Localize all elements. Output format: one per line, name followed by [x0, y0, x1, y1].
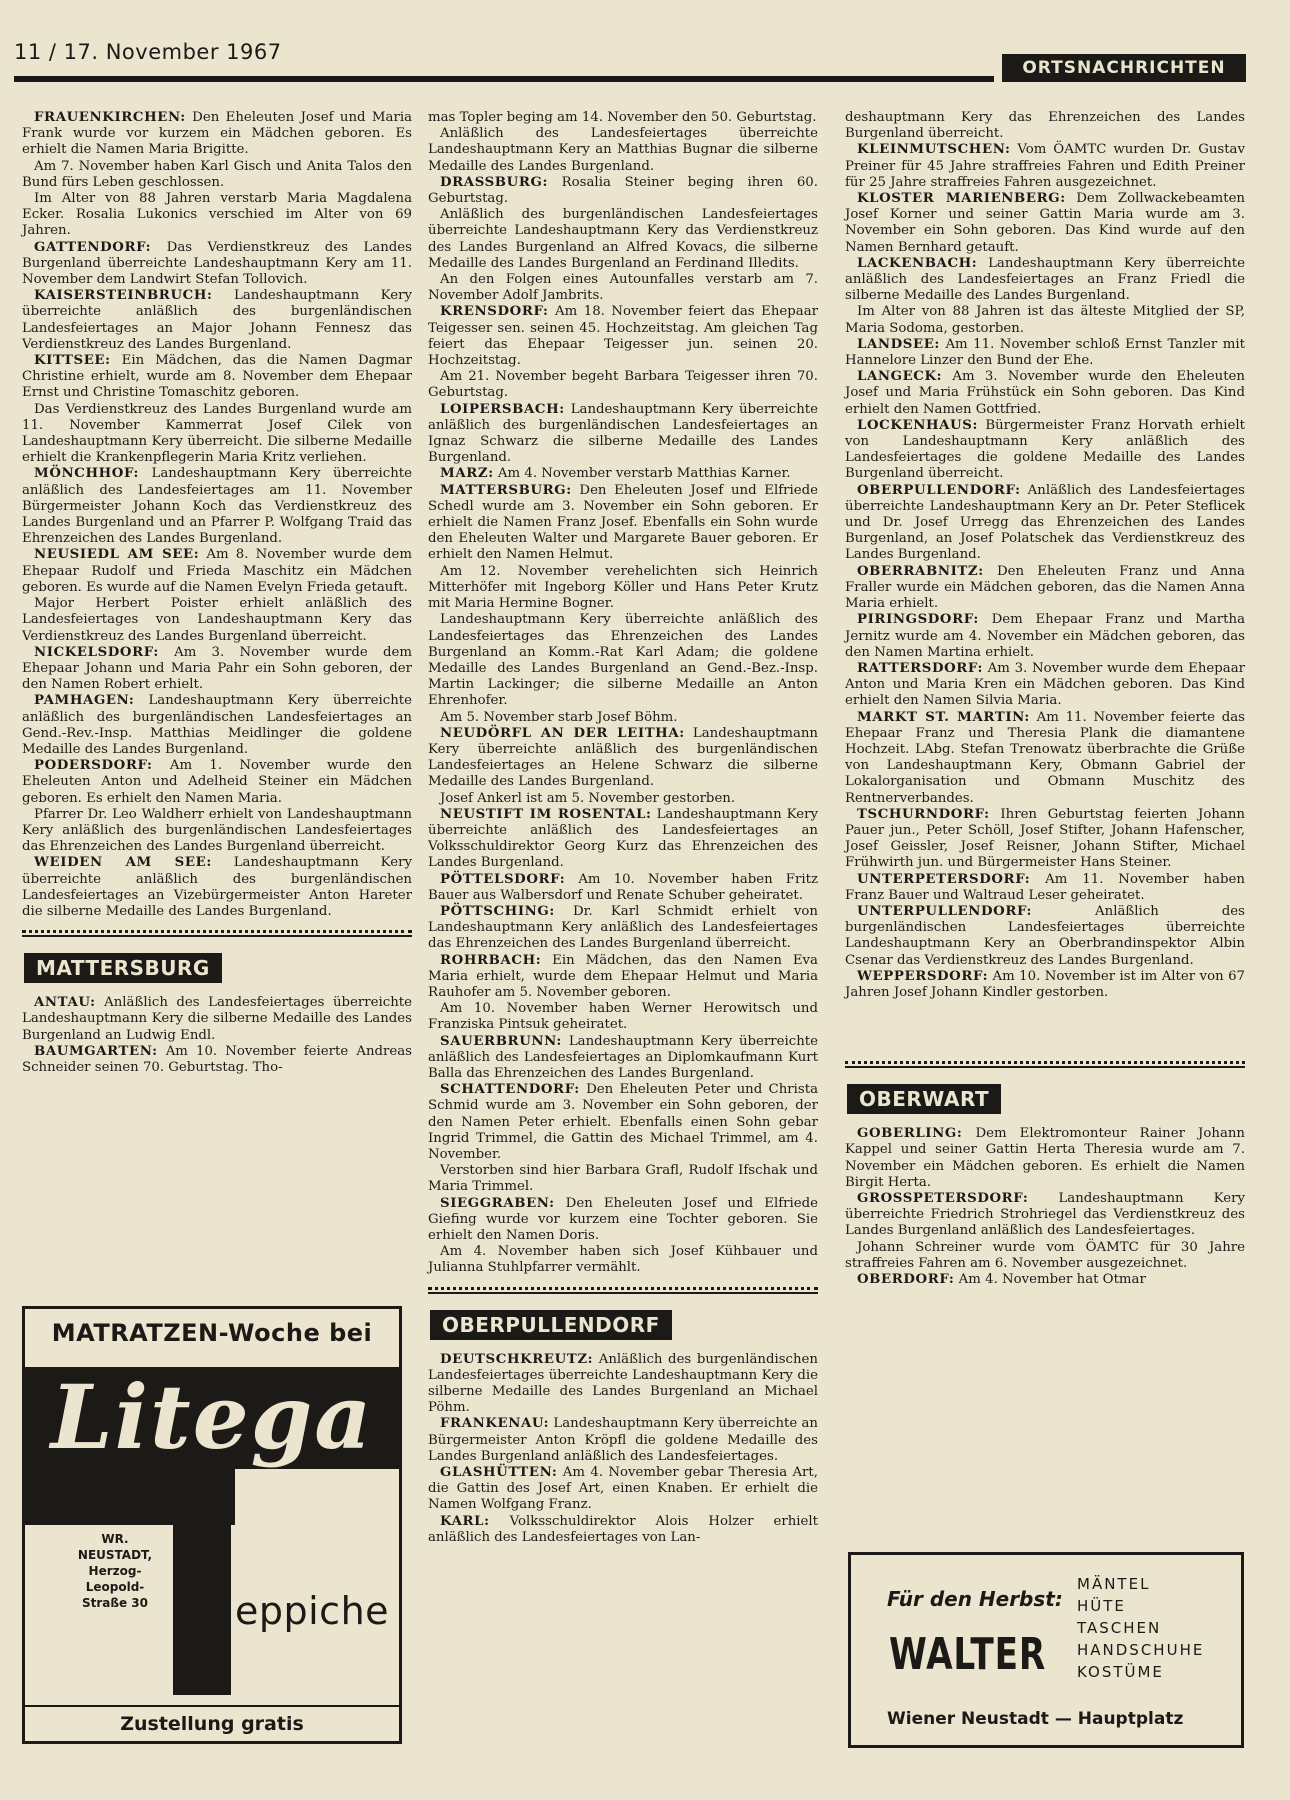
news-entry	[845, 142, 1245, 191]
advert-item: MÄNTEL	[1077, 1575, 1151, 1593]
entry-text: Am 21. November begeht Barbara Teigesser ihren 70. Geburtstag.	[428, 369, 818, 401]
place-name: UNTERPETERSDORF:	[857, 871, 1031, 887]
news-entry	[428, 304, 818, 369]
news-entry	[22, 693, 412, 758]
entry-text: Am 4. November haben sich Josef Kühbauer und Julianna Stuhlpfarrer vermählt.	[428, 1244, 818, 1276]
entry-text: Den Eheleuten Josef und Maria Frank wurde vor kurzem ein Mädchen geboren. Es erhielt die Namen Maria Brigitte.	[22, 110, 412, 158]
advert-item: KOSTÜME	[1077, 1663, 1164, 1681]
place-name: FRANKENAU:	[440, 1416, 550, 1432]
place-name: KITTSEE:	[34, 353, 111, 369]
place-name: NEUSIEDL AM SEE:	[34, 547, 200, 563]
news-entry	[845, 807, 1245, 872]
entry-text: Landeshauptmann Kery überreichte anläßlich des Landesfeiertages das Ehrenzeichen des Landes Burgenland an Komm.-Rat Karl Adam; die goldene Medaille des Landes Burgenland an Gend.-Bez.-Insp. Martin Lackinger; die silberne Medaille an Anton Ehrenhofer.	[428, 612, 818, 709]
news-entry	[428, 1514, 818, 1546]
entry-text: Dr. Karl Schmidt erhielt von Landeshauptmann Kery anläßlich des Landesfeiertages das Ehrenzeichen des Landes Burgenland überreicht.	[428, 903, 818, 952]
news-entry	[428, 564, 818, 613]
entry-text: Am 3. November wurde den Eheleuten Josef und Maria Frühstück ein Sohn geboren. Das Kind erhielt den Namen Gottfried.	[845, 369, 1245, 417]
advert-headline: MATRATZEN-Woche bei	[51, 1319, 373, 1347]
entry-text: Ein Mädchen, das die Namen Dagmar Christine erhielt, wurde am 8. November dem Ehepaar Ernst und Christine Tomaschitz geboren.	[22, 353, 412, 401]
place-name: ANTAU:	[34, 995, 96, 1011]
entry-text: Dem Zollwackebeamten Josef Korner und seiner Gattin Maria wurde am 3. November ein Sohn geboren. Das Kind wurde auf den Namen Bernhard getauft.	[845, 191, 1245, 255]
news-entry	[845, 1191, 1245, 1240]
news-entry	[428, 1352, 818, 1417]
place-name: WEPPERSDORF:	[857, 968, 989, 984]
advert-address: WR. NEUSTADT, Herzog-Leopold-Straße 30	[77, 1532, 153, 1610]
place-name: MARZ:	[440, 466, 494, 482]
divider	[428, 1287, 818, 1294]
entry-text: Anläßlich des burgenländischen Landesfeiertages überreichte Landeshauptmann Kery die silberne Medaille des Landes Burgenland an Michael Pöhm.	[428, 1351, 818, 1416]
place-name: OBERPULLENDORF:	[857, 482, 1021, 498]
region-heading-mattersburg: MATTERSBURG	[24, 953, 222, 983]
entry-text: Landeshauptmann Kery überreichte anläßlich des Landesfeiertages an Volksschuldirektor Georg Kurz das Ehrenzeichen des Landes Burgenland.	[428, 806, 818, 871]
entry-text: Landeshauptmann Kery überreichte anläßlich des burgenländischen Landesfeiertages an Major Johann Fennesz das Verdienstkreuz des Landes Burgenland.	[22, 288, 412, 352]
entry-text: Am 5. November starb Josef Böhm.	[440, 709, 678, 725]
news-entry	[22, 402, 412, 467]
entry-text: Den Eheleuten Josef und Elfriede Giefing wurde vor kurzem eine Tochter geboren. Sie erhielt den Namen Doris.	[428, 1195, 818, 1244]
news-entry	[428, 126, 818, 175]
news-entry	[22, 288, 412, 353]
entry-text: Anläßlich des burgenländischen Landesfeiertages überreichte Landeshauptmann Kery an Oberbrandinspektor Albin Csenar das Verdienstkreuz des Landes Burgenland.	[845, 903, 1245, 968]
news-entry	[428, 483, 818, 564]
news-entry	[22, 596, 412, 645]
place-name: KRENSDORF:	[440, 304, 549, 320]
place-name: GATTENDORF:	[34, 239, 152, 255]
news-entry	[845, 256, 1245, 305]
news-entry	[845, 661, 1245, 710]
news-entry	[845, 191, 1245, 256]
entry-text: Ein Mädchen, das den Namen Eva Maria erhielt, wurde dem Ehepaar Helmut und Maria Rauhofer am 5. November geboren.	[428, 952, 818, 1000]
entry-text: Landeshauptmann Kery überreichte anläßlich des burgenländischen Landesfeiertages an Gend.-Rev.-Insp. Matthias Meidlinger die goldene Medaille des Landes Burgenland.	[22, 693, 412, 757]
news-entry	[845, 612, 1245, 661]
entry-text: Landeshauptmann Kery überreichte Friedrich Strohriegel das Verdienstkreuz des Landes Burgenland anläßlich des Landesfeiertages.	[845, 1190, 1245, 1239]
place-name: LANDSEE:	[857, 336, 940, 352]
entry-text: Am 10. November haben Fritz Bauer aus Walbersdorf und Renate Schuber geheiratet.	[428, 871, 818, 903]
news-entry	[845, 369, 1245, 418]
place-name: TSCHURNDORF:	[857, 806, 990, 822]
news-entry	[428, 953, 818, 1002]
entry-text: Dem Elektromonteur Rainer Johann Kappel und seiner Gattin Herta Theresia wurde am 7. November ein Mädchen geboren. Es erhielt die Namen Birgit Herta.	[845, 1126, 1245, 1190]
news-entry	[428, 1001, 818, 1033]
entry-text: Anläßlich des Landesfeiertages überreichte Landeshauptmann Kery an Dr. Peter Steflicek und Dr. Josef Urregg das Ehrenzeichen des Landes Burgenland, an Josef Polatschek das Verdienstkreuz des Landes Burgenland.	[845, 482, 1245, 563]
news-entry	[428, 791, 818, 807]
news-entry	[845, 564, 1245, 613]
news-entry	[428, 369, 818, 401]
advert-product: eppiche	[235, 1589, 390, 1633]
entry-text: Dem Ehepaar Franz und Martha Jernitz wurde am 4. November ein Mädchen geboren, das den Namen Martina erhielt.	[845, 612, 1245, 660]
news-entry	[428, 710, 818, 726]
place-name: LACKENBACH:	[857, 255, 978, 271]
news-entry	[22, 645, 412, 694]
entry-text: Pfarrer Dr. Leo Waldherr erhielt von Landeshauptmann Kery anläßlich des burgenländischen Landesfeiertages das Ehrenzeichen des Landes Burgenland überreicht.	[22, 806, 412, 855]
place-name: LANGECK:	[857, 369, 943, 385]
place-name: MATTERSBURG:	[440, 482, 572, 498]
news-entry	[845, 969, 1245, 1001]
entry-text: Am 10. November feierte Andreas Schneider seinen 70. Geburtstag. Tho-	[22, 1043, 412, 1075]
news-entry	[428, 1244, 818, 1276]
news-entry	[428, 175, 818, 207]
advert-footer: Wiener Neustadt — Hauptplatz	[887, 1709, 1184, 1729]
news-list-3	[845, 110, 1245, 1001]
entry-text: Das Verdienstkreuz des Landes Burgenland wurde am 11. November Kammerrat Josef Cilek von Landeshauptmann Kery überreicht. Die silberne Medaille erhielt die Krankenpflegerin Maria Kritz verliehen.	[22, 401, 412, 466]
entry-text: Landeshauptmann Kery überreichte anläßlich des burgenländischen Landesfeiertages an Helene Schwarz die silberne Medaille des Landes Burgenland.	[428, 725, 818, 790]
advert-t-bar	[25, 1469, 235, 1525]
entry-text: Am 3. November wurde dem Ehepaar Johann und Maria Pahr ein Sohn geboren, der den Namen Robert erhielt.	[22, 644, 412, 693]
entry-text: Das Verdienstkreuz des Landes Burgenland überreichte Landeshauptmann Kery am 11. November dem Landwirt Stefan Tollovich.	[22, 239, 412, 288]
advert-item: HANDSCHUHE	[1077, 1641, 1205, 1659]
news-entry	[428, 272, 818, 304]
place-name: UNTERPULLENDORF:	[857, 903, 1033, 919]
region-heading-oberwart: OBERWART	[847, 1084, 1001, 1114]
news-entry	[22, 110, 412, 159]
news-entry	[428, 612, 818, 709]
news-entry	[428, 1196, 818, 1245]
place-name: GROSSPETERSDORF:	[857, 1190, 1029, 1206]
entry-text: Am 8. November wurde dem Ehepaar Rudolf und Frieda Maschitz ein Mädchen geboren. Es wurde auf die Namen Evelyn Frieda getauft.	[22, 547, 412, 595]
news-entry	[428, 726, 818, 791]
entry-text: mas Topler beging am 14. November den 50. Geburtstag.	[428, 110, 817, 125]
column-3	[845, 110, 1245, 1288]
entry-text: Volksschuldirektor Alois Holzer erhielt anläßlich des Landesfeiertages von Lan-	[428, 1513, 818, 1545]
news-list-1	[22, 110, 412, 920]
place-name: DEUTSCHKREUTZ:	[440, 1351, 594, 1367]
place-name: SAUERBRUNN:	[440, 1033, 562, 1049]
place-name: GOBERLING:	[857, 1126, 963, 1142]
advert-footer: Zustellung gratis	[25, 1705, 399, 1735]
entry-text: Am 3. November wurde dem Ehepaar Anton und Maria Kren ein Mädchen geboren. Das Kind erhielt den Namen Silvia Maria.	[845, 660, 1245, 709]
news-entry	[845, 110, 1245, 142]
place-name: DRASSBURG:	[440, 174, 548, 190]
place-name: KLEINMUTSCHEN:	[857, 142, 1011, 158]
news-entry	[428, 1163, 818, 1195]
news-entry	[428, 466, 818, 482]
entry-text: Am 4. November verstarb Matthias Karner.	[493, 466, 791, 482]
news-entry	[845, 483, 1245, 564]
entry-text: Ihren Geburtstag feierten Johann Pauer jun., Peter Schöll, Josef Stifter, Johann Hafenscher, Josef Geissler, Josef Reisner, Johann Stifter, Michael Frühwirth jun. und Bürgermeister Hans Steiner.	[845, 806, 1245, 871]
place-name: MÖNCHHOF:	[34, 466, 140, 482]
news-entry	[22, 159, 412, 191]
place-name: KAISERSTEINBRUCH:	[34, 288, 213, 304]
entry-text: Den Eheleuten Josef und Elfriede Schedl wurde am 3. November ein Sohn geboren. Er erhielt die Namen Franz Josef. Ebenfalls ein Sohn wurde den Eheleuten Walter und Margarete Bauer geboren. Er erhielt den Namen Helmut.	[428, 482, 818, 563]
entry-text: Landeshauptmann Kery überreichte anläßlich des burgenländischen Landesfeiertages an Vizebürgermeister Anton Hareter die silberne Medaille des Landes Burgenland.	[22, 855, 412, 919]
news-entry	[428, 402, 818, 467]
column-1	[22, 110, 412, 1076]
place-name: NICKELSDORF:	[34, 644, 159, 660]
news-entry	[428, 1082, 818, 1163]
advert-lead: Für den Herbst:	[887, 1587, 1063, 1611]
column-2	[428, 110, 818, 1546]
entry-text: Anläßlich des Landesfeiertages überreichte Landeshauptmann Kery die silberne Medaille des Landes Burgenland an Ludwig Endl.	[22, 995, 412, 1043]
news-entry	[428, 110, 818, 126]
entry-text: Landeshauptmann Kery überreichte anläßlich des Landesfeiertages an Franz Friedl die silberne Medaille des Landes Burgenland.	[845, 255, 1245, 304]
entry-text: Verstorben sind hier Barbara Grafl, Rudolf Ifschak und Maria Trimmel.	[428, 1163, 818, 1195]
entry-text: Johann Schreiner wurde vom ÖAMTC für 30 Jahre straffreies Fahren am 6. November ausgezeichnet.	[845, 1239, 1245, 1271]
entry-text: Am 10. November haben Werner Herowitsch und Franziska Pintsuk geheiratet.	[428, 1001, 818, 1033]
place-name: OBERDORF:	[857, 1272, 955, 1287]
entry-text: Am 4. November hat Otmar	[954, 1272, 1146, 1287]
news-entry	[428, 1416, 818, 1465]
news-entry	[428, 904, 818, 953]
place-name: RATTERSDORF:	[857, 660, 983, 676]
advert-item: HÜTE	[1077, 1597, 1126, 1615]
news-entry	[428, 207, 818, 272]
news-entry	[22, 240, 412, 289]
advert-item-list	[1077, 1573, 1204, 1683]
entry-text: Landeshauptmann Kery überreichte anläßlich des Landesfeiertages an Diplomkaufmann Kurt Balla das Ehrenzeichen des Landes Burgenland.	[428, 1033, 818, 1081]
entry-text: Bürgermeister Franz Horvath erhielt von Landeshauptmann Kery anläßlich des Landesfeiertages die goldene Medaille des Landes Burgenland überreicht.	[845, 417, 1245, 482]
page-date: 11 / 17. November 1967	[14, 40, 282, 64]
news-list-1b	[22, 995, 412, 1076]
news-entry	[22, 1044, 412, 1076]
news-entry	[845, 1272, 1245, 1288]
entry-text: Am 11. November feierte das Ehepaar Franz und Theresia Plank die diamantene Hochzeit. LAbg. Stefan Trenowatz überbrachte die Grüße von Landeshauptmann Kery, Obmann Gabriel der Lokalorganisation und Obmann Muschitz des Rentnerverbandes.	[845, 709, 1245, 806]
place-name: NEUSTIFT IM ROSENTAL:	[440, 806, 652, 822]
entry-text: Anläßlich des burgenländischen Landesfeiertages überreichte Landeshauptmann Kery das Verdienstkreuz des Landes Burgenland an Alfred Kovacs, die silberne Medaille des Landes Burgenland an Ferdinand Illedits.	[428, 207, 818, 271]
header-rule	[14, 76, 994, 82]
news-entry	[22, 758, 412, 807]
entry-text: Im Alter von 88 Jahren verstarb Maria Magdalena Ecker. Rosalia Lukonics verschied im Alter von 69 Jahren.	[22, 191, 412, 239]
place-name: BAUMGARTEN:	[34, 1043, 158, 1059]
news-entry	[22, 191, 412, 240]
advert-walter	[848, 1552, 1244, 1748]
news-entry	[22, 855, 412, 920]
entry-text: Am 11. November schloß Ernst Tanzler mit Hannelore Linzer den Bund der Ehe.	[845, 336, 1245, 369]
news-list-3b	[845, 1126, 1245, 1288]
entry-text: Josef Ankerl ist am 5. November gestorben.	[440, 790, 736, 806]
place-name: FRAUENKIRCHEN:	[34, 110, 186, 125]
place-name: OBERRABNITZ:	[857, 563, 984, 579]
news-entry	[845, 337, 1245, 369]
news-entry	[845, 418, 1245, 483]
news-entry	[22, 995, 412, 1044]
entry-text: deshauptmann Kery das Ehrenzeichen des Landes Burgenland überreicht.	[845, 110, 1245, 142]
place-name: SCHATTENDORF:	[440, 1082, 580, 1098]
news-entry	[22, 547, 412, 596]
news-entry	[845, 1126, 1245, 1191]
divider	[22, 930, 412, 937]
place-name: PIRINGSDORF:	[857, 612, 979, 628]
entry-text: Major Herbert Poister erhielt anläßlich des Landesfeiertages von Landeshauptmann Kery das Verdienstkreuz des Landes Burgenland überreicht.	[22, 596, 412, 644]
news-entry	[22, 353, 412, 402]
place-name: GLASHÜTTEN:	[440, 1465, 558, 1481]
place-name: SIEGGRABEN:	[440, 1195, 555, 1211]
news-entry	[428, 1465, 818, 1514]
region-heading-oberpullendorf: OBERPULLENDORF	[430, 1310, 672, 1340]
entry-text: Vom ÖAMTC wurden Dr. Gustav Preiner für 45 Jahre straffreies Fahren und Edith Preiner für 25 Jahre straffreies Fahren ausgezeichnet.	[845, 142, 1245, 190]
entry-text: Am 4. November gebar Theresia Art, die Gattin des Josef Art, einen Knaben. Er erhielt die Namen Wolfgang Franz.	[428, 1465, 818, 1513]
news-entry	[428, 807, 818, 872]
entry-text: Landeshauptmann Kery überreichte an Bürgermeister Anton Kröpfl die goldene Medaille des Landes Burgenland anläßlich des Landesfeiertages.	[428, 1416, 818, 1464]
entry-text: Am 18. November feiert das Ehepaar Teigesser sen. seinen 45. Hochzeitstag. Am gleichen Tag feiert das Ehepaar Teigesser jun. seinen 20. Hochzeitstag.	[428, 304, 818, 369]
entry-text: Am 7. November haben Karl Gisch und Anita Talos den Bund fürs Leben geschlossen.	[22, 158, 412, 190]
entry-text: Landeshauptmann Kery überreichte anläßlich des Landesfeiertages am 11. November Bürgermeister Johann Koch das Verdienstkreuz des Landes Burgenland und an Pfarrer P. Wolfgang Traid das Ehrenzeichen des Landes Burgenland.	[22, 466, 412, 547]
place-name: LOCKENHAUS:	[857, 417, 978, 433]
advert-litega	[22, 1306, 402, 1744]
entry-text: Den Eheleuten Peter und Christa Schmid wurde am 3. November ein Sohn geboren, der den Namen Peter erhielt. Ebenfalls einen Sohn gebar Ingrid Trimmel, die Gattin des Michael Trimmel, am 4. November.	[428, 1082, 818, 1162]
news-entry	[845, 304, 1245, 336]
entry-text: Am 10. November ist im Alter von 67 Jahren Josef Johann Kindler gestorben.	[845, 968, 1245, 1000]
entry-text: Den Eheleuten Franz und Anna Fraller wurde ein Mädchen geboren, das die Namen Anna Maria erhielt.	[845, 563, 1245, 612]
place-name: ROHRBACH:	[440, 952, 542, 968]
entry-text: Am 12. November verehelichten sich Heinrich Mitterhöfer mit Ingeborg Köller und Hans Peter Krutz mit Maria Hermine Bogner.	[428, 563, 818, 612]
divider	[845, 1061, 1245, 1068]
entry-text: Am 1. November wurde den Eheleuten Anton und Adelheid Steiner ein Mädchen geboren. Es erhielt den Namen Maria.	[22, 758, 412, 806]
place-name: NEUDÖRFL AN DER LEITHA:	[440, 725, 685, 741]
advert-t-stem	[173, 1519, 231, 1695]
news-entry	[845, 710, 1245, 807]
place-name: LOIPERSBACH:	[440, 401, 565, 417]
news-entry	[22, 466, 412, 547]
news-entry	[428, 872, 818, 904]
entry-text: Anläßlich des Landesfeiertages überreichte Landeshauptmann Kery an Matthias Bugnar die silberne Medaille des Landes Burgenland.	[428, 126, 818, 174]
news-entry	[845, 872, 1245, 904]
place-name: PÖTTELSDORF:	[440, 871, 566, 887]
news-entry	[428, 1034, 818, 1083]
entry-text: Landeshauptmann Kery überreichte anläßlich des burgenländischen Landesfeiertages an Ignaz Schwarz die silberne Medaille des Landes Burgenland.	[428, 401, 818, 466]
place-name: PÖTTSCHING:	[440, 903, 555, 919]
entry-text: Im Alter von 88 Jahren ist das älteste Mitglied der SP, Maria Sodoma, gestorben.	[845, 304, 1245, 336]
place-name: MARKT ST. MARTIN:	[857, 709, 1030, 725]
advert-brand: Litega	[50, 1365, 374, 1469]
place-name: KLOSTER MARIENBERG:	[857, 191, 1066, 207]
place-name: PAMHAGEN:	[34, 693, 135, 709]
entry-text: Am 11. November haben Franz Bauer und Waltraud Leser geheiratet.	[845, 871, 1245, 903]
news-entry	[845, 904, 1245, 969]
advert-brand: WALTER	[889, 1629, 1047, 1680]
place-name: WEIDEN AM SEE:	[34, 855, 212, 871]
news-entry	[845, 1240, 1245, 1272]
advert-item: TASCHEN	[1077, 1619, 1162, 1637]
news-entry	[22, 807, 412, 856]
place-name: KARL:	[440, 1513, 490, 1529]
entry-text: An den Folgen eines Autounfalles verstarb am 7. November Adolf Jambrits.	[428, 272, 818, 304]
news-list-2	[428, 110, 818, 1277]
place-name: PODERSDORF:	[34, 758, 153, 774]
section-badge: ORTSNACHRICHTEN	[1002, 54, 1246, 82]
entry-text: Rosalia Steiner beging ihren 60. Geburtstag.	[428, 174, 818, 207]
news-list-2b	[428, 1352, 818, 1546]
